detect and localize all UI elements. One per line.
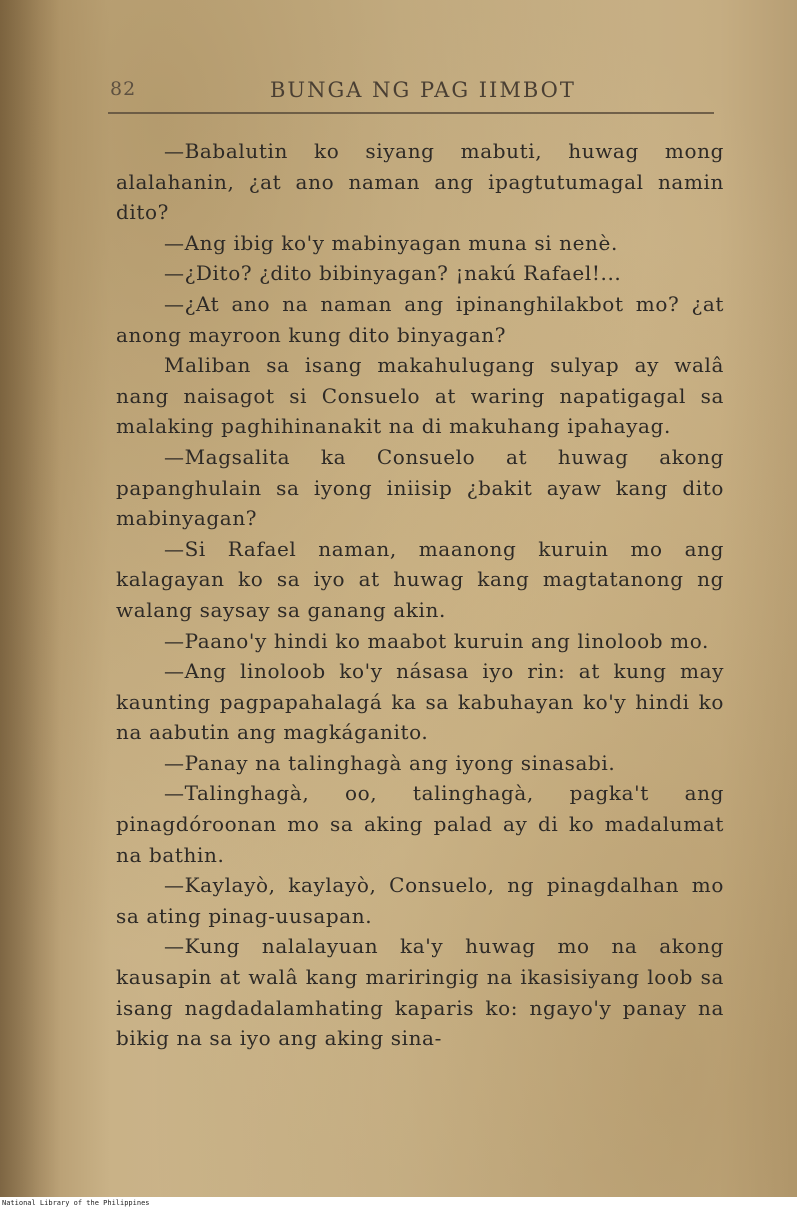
- paragraph: —Magsalita ka Consuelo at huwag akong papanghulain sa iyong iniisip ¿bakit ayaw kang dito mabinyagan?: [116, 444, 724, 531]
- paragraph: —Babalutin ko siyang mabuti, huwag mong alalahanin, ¿at ano naman ang ipagtutumagal namin dito?: [116, 139, 724, 225]
- page-edge-shadow: [0, 0, 60, 1197]
- paragraph: —¿Dito? ¿dito bibinyagan? ¡nakú Rafael!...: [164, 261, 622, 286]
- paragraph: —¿At ano na naman ang ipinanghilakbot mo? ¿at anong mayroon kung dito binyagan?: [116, 291, 724, 347]
- page-header: [110, 78, 710, 112]
- page-number: 82: [110, 78, 137, 100]
- paragraph: Maliban sa isang makahulugang sulyap ay walâ nang naisagot si Consuelo at waring napatigagal sa malaking paghihinanakit na di makuhang ipahayag.: [116, 353, 724, 439]
- library-credit: National Library of the Philippines: [2, 1199, 150, 1207]
- paragraph: —Talinghagà, oo, talinghagà, pagka't ang pinagdóroonan mo sa aking palad ay di ko madalumat na bathin.: [116, 781, 724, 867]
- paragraph: —Panay na talinghagà ang iyong sinasabi.: [164, 750, 616, 775]
- paragraph: —Ang ibig ko'y mabinyagan muna si nenè.: [164, 230, 618, 255]
- body-text: [116, 136, 724, 1054]
- paragraph: —Kung nalalayuan ka'y huwag mo na akong kausapin at walâ kang mariringig na ikasisiyang loob sa isang nagdadalamhating kaparis ko: ngayo'y panay na bikig na sa iyo ang aking sina-: [116, 934, 724, 1051]
- paragraph: —Ang linoloob ko'y násasa iyo rin: at kung may kaunting pagpapahalagá ka sa kabuhayan ko'y hindi ko na aabutin ang magkáganito.: [116, 659, 724, 745]
- running-title: BUNGA NG PAG IIMBOT: [270, 78, 576, 102]
- paragraph: —Paano'y hindi ko maabot kuruin ang linoloob mo.: [164, 628, 709, 653]
- header-rule: [108, 112, 714, 114]
- paragraph: —Kaylayò, kaylayò, Consuelo, ng pinagdalhan mo sa ating pinag-uusapan.: [116, 873, 724, 928]
- paragraph: —Si Rafael naman, maanong kuruin mo ang kalagayan ko sa iyo at huwag kang magtatanong ng walang saysay sa ganang akin.: [116, 536, 724, 622]
